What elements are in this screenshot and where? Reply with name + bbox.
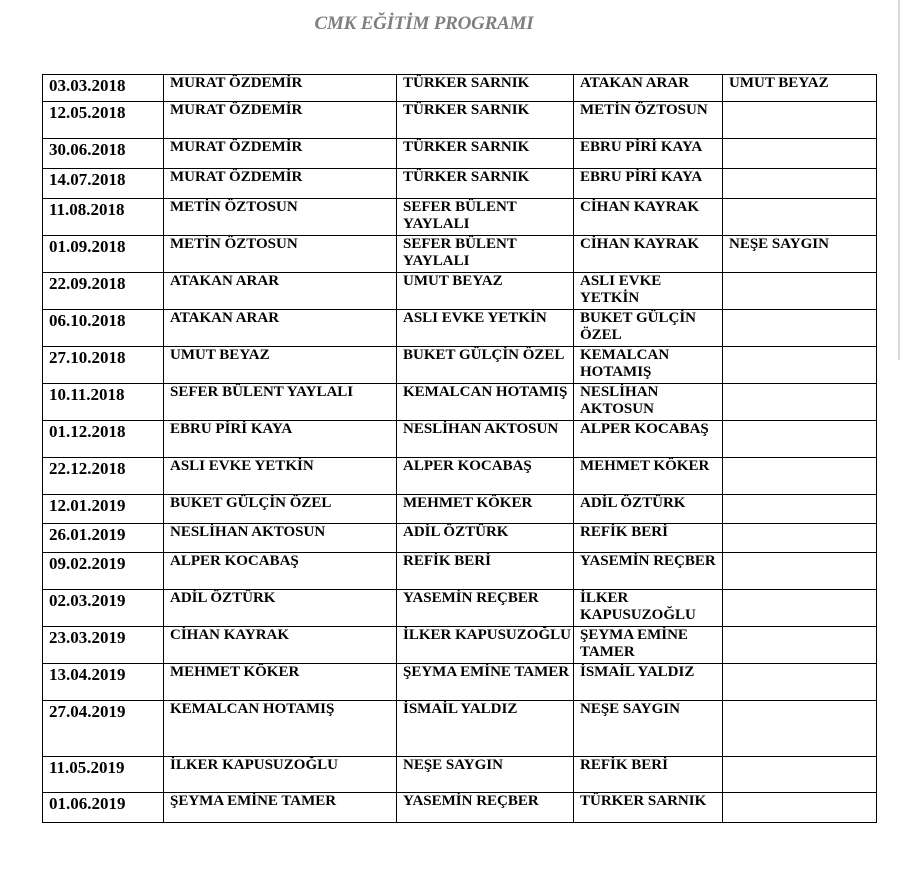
table-row [43,664,877,701]
name-cell: NEŞE SAYGIN [574,701,723,757]
date-cell: 30.06.2018 [43,139,164,169]
table-row [43,524,877,553]
name-cell: CİHAN KAYRAK [164,627,397,664]
name-cell: ALPER KOCABAŞ [164,553,397,590]
table-row [43,273,877,310]
name-cell: METİN ÖZTOSUN [164,199,397,236]
name-cell: NESLİHAN AKTOSUN [574,384,723,421]
name-cell: ALPER KOCABAŞ [397,458,574,495]
name-cell: ATAKAN ARAR [574,75,723,102]
name-cell: TÜRKER SARNIK [397,75,574,102]
table-row [43,627,877,664]
name-cell: REFİK BERİ [574,757,723,793]
date-cell: 03.03.2018 [43,75,164,102]
table-row [43,169,877,199]
table-row [43,553,877,590]
table-row [43,421,877,458]
name-cell: ADİL ÖZTÜRK [397,524,574,553]
table-row [43,139,877,169]
name-cell: MEHMET KÖKER [574,458,723,495]
name-cell [723,139,877,169]
table-row [43,236,877,273]
name-cell [723,627,877,664]
name-cell: CİHAN KAYRAK [574,199,723,236]
name-cell [723,524,877,553]
date-cell: 01.06.2019 [43,793,164,823]
name-cell: TÜRKER SARNIK [397,139,574,169]
name-cell [723,169,877,199]
date-cell: 23.03.2019 [43,627,164,664]
table-row [43,75,877,102]
date-cell: 11.08.2018 [43,199,164,236]
name-cell: METİN ÖZTOSUN [164,236,397,273]
date-cell: 22.12.2018 [43,458,164,495]
name-cell: EBRU PİRİ KAYA [164,421,397,458]
date-cell: 06.10.2018 [43,310,164,347]
name-cell: NESLİHAN AKTOSUN [397,421,574,458]
name-cell: İSMAİL YALDIZ [574,664,723,701]
name-cell [723,347,877,384]
name-cell: KEMALCAN HOTAMIŞ [397,384,574,421]
table-row [43,458,877,495]
name-cell: METİN ÖZTOSUN [574,102,723,139]
name-cell: ASLI EVKE YETKİN [164,458,397,495]
name-cell: NEŞE SAYGIN [723,236,877,273]
name-cell: EBRU PİRİ KAYA [574,139,723,169]
name-cell: ŞEYMA EMİNE TAMER [397,664,574,701]
name-cell: UMUT BEYAZ [164,347,397,384]
name-cell [723,701,877,757]
name-cell: UMUT BEYAZ [397,273,574,310]
name-cell: ALPER KOCABAŞ [574,421,723,458]
date-cell: 01.12.2018 [43,421,164,458]
name-cell: BUKET GÜLÇİN ÖZEL [574,310,723,347]
name-cell: REFİK BERİ [397,553,574,590]
name-cell: TÜRKER SARNIK [397,169,574,199]
table-row [43,701,877,757]
table-row [43,102,877,139]
date-cell: 14.07.2018 [43,169,164,199]
name-cell: İLKER KAPUSUZOĞLU [397,627,574,664]
name-cell: İLKER KAPUSUZOĞLU [164,757,397,793]
name-cell: CİHAN KAYRAK [574,236,723,273]
name-cell: İLKER KAPUSUZOĞLU [574,590,723,627]
name-cell: ASLI EVKE YETKİN [397,310,574,347]
name-cell: KEMALCAN HOTAMIŞ [164,701,397,757]
date-cell: 22.09.2018 [43,273,164,310]
table-row [43,310,877,347]
name-cell: NESLİHAN AKTOSUN [164,524,397,553]
name-cell [723,310,877,347]
name-cell: ŞEYMA EMİNE TAMER [574,627,723,664]
name-cell [723,384,877,421]
name-cell [723,199,877,236]
name-cell: ŞEYMA EMİNE TAMER [164,793,397,823]
name-cell: NEŞE SAYGIN [397,757,574,793]
name-cell: İSMAİL YALDIZ [397,701,574,757]
name-cell [723,273,877,310]
table-row [43,384,877,421]
name-cell: SEFER BÜLENT YAYLALI [397,236,574,273]
name-cell: BUKET GÜLÇİN ÖZEL [397,347,574,384]
name-cell: YASEMİN REÇBER [397,793,574,823]
name-cell: TÜRKER SARNIK [574,793,723,823]
date-cell: 27.10.2018 [43,347,164,384]
name-cell: ATAKAN ARAR [164,273,397,310]
name-cell [723,495,877,524]
training-schedule-table [42,74,877,823]
name-cell: MURAT ÖZDEMİR [164,102,397,139]
date-cell: 26.01.2019 [43,524,164,553]
name-cell: ATAKAN ARAR [164,310,397,347]
date-cell: 01.09.2018 [43,236,164,273]
date-cell: 10.11.2018 [43,384,164,421]
date-cell: 12.05.2018 [43,102,164,139]
name-cell [723,458,877,495]
name-cell [723,757,877,793]
name-cell: SEFER BÜLENT YAYLALI [164,384,397,421]
name-cell: SEFER BÜLENT YAYLALI [397,199,574,236]
table-row [43,793,877,823]
name-cell: BUKET GÜLÇİN ÖZEL [164,495,397,524]
name-cell: EBRU PİRİ KAYA [574,169,723,199]
name-cell: MURAT ÖZDEMİR [164,169,397,199]
name-cell: TÜRKER SARNIK [397,102,574,139]
name-cell [723,793,877,823]
name-cell [723,553,877,590]
schedule-body [43,75,877,823]
date-cell: 13.04.2019 [43,664,164,701]
name-cell: ADİL ÖZTÜRK [164,590,397,627]
date-cell: 09.02.2019 [43,553,164,590]
name-cell: ADİL ÖZTÜRK [574,495,723,524]
name-cell: KEMALCAN HOTAMIŞ [574,347,723,384]
name-cell: MURAT ÖZDEMİR [164,139,397,169]
page-title: CMK EĞİTİM PROGRAMI [314,13,534,34]
date-cell: 27.04.2019 [43,701,164,757]
name-cell: MEHMET KÖKER [164,664,397,701]
name-cell [723,664,877,701]
name-cell: MURAT ÖZDEMİR [164,75,397,102]
table-row [43,495,877,524]
name-cell [723,590,877,627]
name-cell: YASEMİN REÇBER [574,553,723,590]
name-cell: ASLI EVKE YETKİN [574,273,723,310]
date-cell: 12.01.2019 [43,495,164,524]
table-row [43,757,877,793]
date-cell: 02.03.2019 [43,590,164,627]
name-cell [723,102,877,139]
name-cell: REFİK BERİ [574,524,723,553]
date-cell: 11.05.2019 [43,757,164,793]
name-cell: YASEMİN REÇBER [397,590,574,627]
table-row [43,590,877,627]
name-cell: MEHMET KÖKER [397,495,574,524]
table-row [43,199,877,236]
table-row [43,347,877,384]
name-cell [723,421,877,458]
name-cell: UMUT BEYAZ [723,75,877,102]
